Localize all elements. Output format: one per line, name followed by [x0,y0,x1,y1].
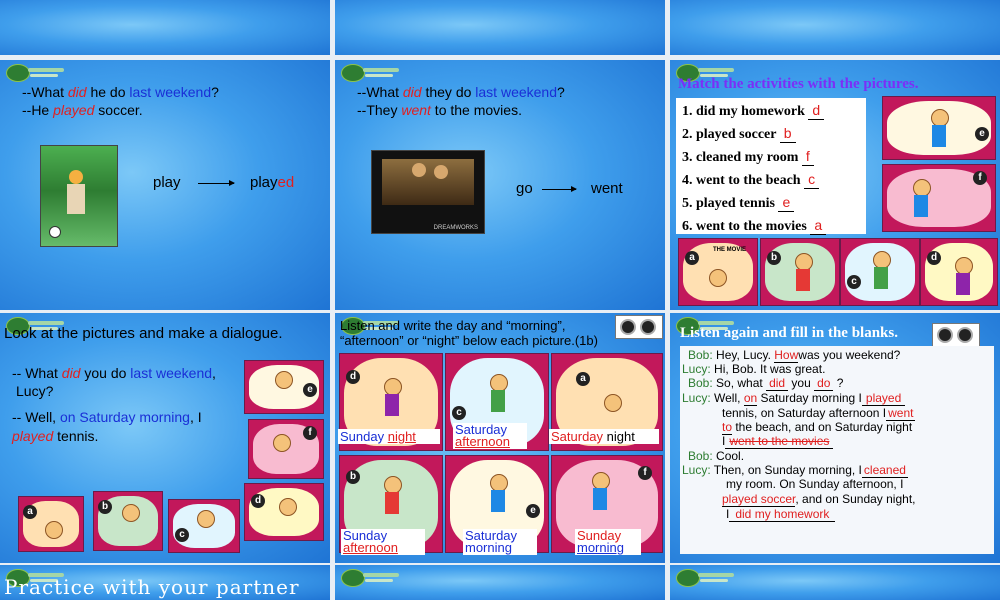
list-item: 4. went to the beach c [682,171,819,189]
dialogue-line: to the beach, and on Saturday night [722,420,913,434]
logo-icon [341,569,401,585]
dialogue-line: tennis, on Saturday afternoon I went [722,406,914,420]
picture-cell: f [551,455,663,553]
verb-past: played [250,174,295,191]
question-line: --What did he do last weekend? [22,84,219,100]
cartoon-picture-c: c [168,499,240,553]
boy-playing-soccer-photo [40,145,118,247]
cartoon-picture-e: e [244,360,324,414]
dialogue-line: Lucy: Well, on Saturday morning I played [682,391,905,405]
question-line: -- What did you do last weekend, [12,365,216,381]
activity-list [676,98,866,234]
cartoon-picture-a: a THE MOVIE [678,238,758,306]
list-item: 5. played tennis e [682,194,794,212]
cartoon-picture-a: a [18,496,84,552]
picture-cell: b [339,455,443,553]
verb-past: went [591,180,623,197]
list-item: 2. played soccer b [682,125,796,143]
speaker-icon[interactable] [615,315,663,339]
slide-8-listen-and-write[interactable] [335,313,665,563]
arrow-right-icon [542,189,576,190]
list-item: 3. cleaned my room f [682,148,814,166]
slide-12-thumbnail[interactable] [670,565,1000,600]
cartoon-picture-e: e [882,96,996,160]
question-line: --What did they do last weekend? [357,84,565,100]
list-item: 6. went to the movies a [682,217,826,235]
dialogue-line: my room. On Sunday afternoon, I [726,477,904,491]
slide-title: Match the activities with the pictures. [678,76,919,92]
answer-label: Saturday morning [463,529,537,555]
movie-sign: THE MOVIE [713,247,747,253]
verb-base: go [516,180,533,197]
dialogue-line: I went to the movies [722,434,833,448]
answer-label: Saturday night [549,429,659,444]
answer-line: --They went to the movies. [357,102,522,118]
slide-1-thumbnail[interactable] [0,0,330,55]
slide-7-make-dialogue[interactable] [0,313,330,563]
slide-4-played-soccer[interactable] [0,60,330,310]
slide-11-thumbnail[interactable] [335,565,665,600]
slide-10-thumbnail[interactable] [0,565,330,600]
cartoon-picture-d: d [244,483,324,541]
logo-icon [341,64,401,80]
dialogue-line: Bob: Cool. [688,449,745,463]
logo-icon [676,569,736,585]
cartoon-picture-f: f [248,419,324,479]
dialogue-line: Lucy: Then, on Sunday morning, I cleaned [682,463,906,477]
slide-5-went-to-movies[interactable] [335,60,665,310]
dialogue-panel [680,346,994,554]
answer-label: Sunday morning [575,529,641,555]
answer-label: Saturday afternoon [453,423,527,449]
slide-title: Listen again and fill in the blanks. [680,325,898,341]
logo-icon [6,64,66,80]
slide-title: Practice with your partner [4,575,300,599]
cartoon-picture-f: f [882,164,996,232]
slide-2-thumbnail[interactable] [335,0,665,55]
dialogue-line: played soccer, and on Sunday night, [722,492,916,506]
cartoon-picture-b: b [760,238,840,306]
verb-base: play [153,174,181,191]
dialogue-line: Bob: So, what did you do ? [688,376,844,390]
slide-3-thumbnail[interactable] [670,0,1000,55]
picture-cell: e [445,455,549,553]
picture-cell: a [551,353,663,451]
cartoon-picture-b: b [93,491,163,551]
arrow-right-icon [198,183,234,184]
speaker-icon[interactable] [932,323,980,347]
slide-6-match-activities[interactable] [670,60,1000,310]
movie-theater-photo [371,150,485,234]
answer-line: --He played soccer. [22,102,143,118]
cartoon-picture-c: c [840,238,920,306]
answer-label: Sunday night [338,429,440,444]
picture-cell: c [445,353,549,451]
question-line-2: Lucy? [16,383,54,399]
dialogue-line: I did my homework [726,507,835,521]
slide-title: Look at the pictures and make a dialogue. [4,325,283,342]
dialogue-line: Lucy: Hi, Bob. It was great. [682,362,826,376]
answer-line: -- Well, on Saturday morning, I [12,409,202,425]
picture-cell: d [339,353,443,451]
slide-title: Listen and write the day and “morning”, “afternoon” or “night” below each picture.(1b) [340,318,598,348]
cartoon-picture-d: d [920,238,998,306]
answer-line-2: played tennis. [12,428,99,444]
list-item: 1. did my homework d [682,102,824,120]
dialogue-line: Bob: Hey, Lucy. Howwas you weekend? [688,348,901,362]
answer-label: Sunday afternoon [341,529,425,555]
screen-caption: DREAMWORKS [433,225,478,231]
slide-9-fill-in-blanks[interactable] [670,313,1000,563]
